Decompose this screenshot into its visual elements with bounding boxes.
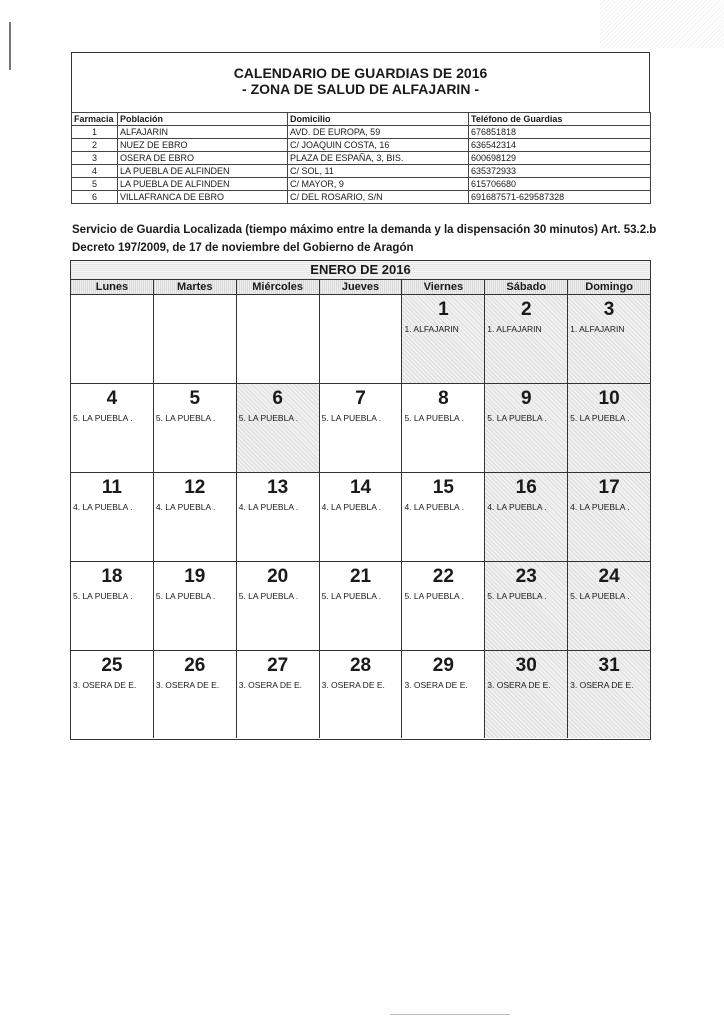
day-number: 11: [101, 477, 122, 498]
day-number: 21: [349, 566, 372, 587]
weekday-header: Sábado: [485, 280, 568, 294]
on-duty-pharmacy: 5. LA PUEBLA .: [404, 591, 464, 601]
column-header-poblacion: Población: [118, 113, 288, 126]
calendar-week-row: [71, 651, 650, 738]
weekday-header: Lunes: [71, 280, 154, 294]
on-duty-pharmacy: 4. LA PUEBLA .: [73, 502, 133, 512]
day-number: 14: [349, 477, 372, 498]
on-duty-pharmacy: 1. ALFAJARIN: [487, 324, 542, 334]
calendar-day-cell: [402, 651, 485, 738]
calendar-day-cell: [71, 295, 154, 383]
day-number: 8: [438, 388, 449, 409]
on-duty-pharmacy: 5. LA PUEBLA .: [155, 591, 216, 601]
day-number: 24: [598, 566, 620, 587]
day-number: 27: [267, 655, 289, 676]
on-duty-pharmacy: 5. LA PUEBLA .: [487, 591, 547, 601]
on-duty-pharmacy: 3. OSERA DE E.: [570, 680, 634, 690]
on-duty-pharmacy: 5. LA PUEBLA .: [73, 413, 133, 423]
table-row: [72, 126, 651, 139]
day-number: 18: [101, 566, 123, 587]
pharmacy-address: C/ SOL, 11: [288, 165, 469, 178]
on-duty-pharmacy: 4. LA PUEBLA .: [321, 502, 382, 512]
on-duty-pharmacy: 5. LA PUEBLA .: [321, 413, 382, 423]
calendar-day-cell: [237, 295, 320, 383]
calendar-day-cell: [320, 384, 403, 472]
legal-notice-line-1: Servicio de Guardia Localizada (tiempo máximo entre la demanda y la dispensación 30 minutos) Art. 53.2.b: [72, 224, 657, 236]
calendar-day-cell: [568, 651, 650, 738]
on-duty-pharmacy: 4. LA PUEBLA .: [404, 502, 464, 512]
pharmacy-phone: 600698129: [469, 152, 651, 165]
document-subtitle: - ZONA DE SALUD DE ALFAJARIN -: [242, 81, 479, 97]
weekday-header: Viernes: [402, 280, 485, 294]
pharmacy-town: LA PUEBLA DE ALFINDEN: [118, 165, 288, 178]
day-number: [71, 295, 153, 299]
on-duty-pharmacy: 5. LA PUEBLA .: [73, 591, 133, 601]
on-duty-pharmacy: 4. LA PUEBLA .: [155, 502, 216, 512]
on-duty-pharmacy: 5. LA PUEBLA .: [570, 591, 630, 601]
calendar-day-cell: [237, 384, 320, 472]
calendar-day-cell: [320, 562, 403, 650]
on-duty-pharmacy: 5. LA PUEBLA .: [404, 413, 464, 423]
calendar-day-cell: [485, 384, 568, 472]
calendar-day-cell: [237, 562, 320, 650]
on-duty-pharmacy: 3. OSERA DE E.: [487, 680, 551, 690]
calendar-day-cell: [402, 295, 485, 383]
document-title: CALENDARIO DE GUARDIAS DE 2016: [233, 65, 488, 81]
pharmacy-phone: 691687571-629587328: [469, 191, 651, 204]
calendar-day-cell: [485, 651, 568, 738]
on-duty-pharmacy: 3. OSERA DE E.: [73, 680, 137, 690]
on-duty-pharmacy: 4. LA PUEBLA .: [570, 502, 630, 512]
day-number: 15: [432, 477, 454, 498]
pharmacy-town: OSERA DE EBRO: [118, 152, 288, 165]
pharmacy-phone: 636542314: [469, 139, 651, 152]
day-number: 29: [432, 655, 454, 676]
calendar-month-title: ENERO DE 2016: [71, 261, 650, 280]
table-row: [72, 191, 651, 204]
calendar-day-cell: [154, 562, 237, 650]
calendar-day-cell: [237, 473, 320, 561]
table-row: [72, 165, 651, 178]
day-number: [154, 295, 236, 299]
calendar-day-cell: [402, 473, 485, 561]
scan-corner-texture: [600, 0, 724, 48]
table-row: [72, 152, 651, 165]
on-duty-pharmacy: 4. LA PUEBLA .: [487, 502, 547, 512]
day-number: 3: [603, 299, 615, 320]
on-duty-pharmacy: 5. LA PUEBLA .: [238, 591, 299, 601]
calendar-day-cell: [485, 473, 568, 561]
day-number: 16: [515, 477, 537, 498]
pharmacy-town: LA PUEBLA DE ALFINDEN: [118, 178, 288, 191]
calendar-day-cell: [71, 384, 154, 472]
calendar-day-cell: [154, 473, 237, 561]
on-duty-pharmacy: 5. LA PUEBLA .: [155, 413, 216, 423]
document-header: [71, 52, 650, 112]
pharmacy-town: NUEZ DE EBRO: [118, 139, 288, 152]
pharmacy-phone: 615706680: [469, 178, 651, 191]
scan-bottom-mark: [390, 1014, 510, 1015]
day-number: 2: [520, 299, 532, 320]
calendar-day-cell: [402, 384, 485, 472]
on-duty-pharmacy: 3. OSERA DE E.: [404, 680, 468, 690]
calendar-week-row: [71, 473, 650, 562]
pharmacy-number: 2: [72, 139, 118, 152]
pharmacy-address: C/ JOAQUIN COSTA, 16: [288, 139, 469, 152]
calendar-week-row: [71, 562, 650, 651]
day-number: [320, 295, 402, 299]
day-number: 20: [267, 566, 289, 587]
pharmacy-table-header: [72, 113, 651, 126]
scan-margin-mark: [9, 22, 11, 70]
pharmacy-town: VILLAFRANCA DE EBRO: [118, 191, 288, 204]
pharmacy-phone: 635372933: [469, 165, 651, 178]
calendar-weeks: [71, 295, 650, 738]
calendar-day-cell: [485, 562, 568, 650]
on-duty-pharmacy: 3. OSERA DE E.: [155, 680, 220, 690]
column-header-telefono: Teléfono de Guardias: [469, 113, 651, 126]
on-duty-pharmacy: 5. LA PUEBLA .: [570, 413, 630, 423]
day-number: 28: [349, 655, 372, 676]
day-number: 30: [515, 655, 537, 676]
pharmacy-number: 5: [72, 178, 118, 191]
pharmacy-number: 4: [72, 165, 118, 178]
pharmacy-address: AVD. DE EUROPA, 59: [288, 126, 469, 139]
day-number: 13: [267, 477, 289, 498]
weekday-header-row: [71, 280, 650, 295]
calendar-day-cell: [154, 295, 237, 383]
calendar-day-cell: [154, 384, 237, 472]
day-number: 31: [598, 655, 620, 676]
day-number: 5: [189, 388, 201, 409]
column-header-domicilio: Domicilio: [288, 113, 469, 126]
day-number: 25: [101, 655, 123, 676]
day-number: 7: [355, 388, 366, 409]
day-number: 19: [184, 566, 206, 587]
weekday-header: Miércoles: [237, 280, 320, 294]
day-number: 23: [515, 566, 537, 587]
on-duty-pharmacy: 3. OSERA DE E.: [238, 680, 303, 690]
calendar-day-cell: [568, 384, 650, 472]
pharmacy-address: C/ MAYOR, 9: [288, 178, 469, 191]
legal-notice-line-2: Decreto 197/2009, de 17 de noviembre del Gobierno de Aragón: [72, 242, 414, 254]
weekday-header: Martes: [154, 280, 237, 294]
calendar-day-cell: [485, 295, 568, 383]
calendar-day-cell: [320, 651, 403, 738]
pharmacy-town: ALFAJARIN: [118, 126, 288, 139]
calendar-day-cell: [568, 295, 650, 383]
pharmacy-address: PLAZA DE ESPAÑA, 3, BIS.: [288, 152, 469, 165]
on-duty-pharmacy: 3. OSERA DE E.: [321, 680, 385, 690]
on-duty-pharmacy: 4. LA PUEBLA .: [238, 502, 299, 512]
pharmacy-number: 1: [72, 126, 118, 139]
day-number: 4: [106, 388, 118, 409]
on-duty-pharmacy: 1. ALFAJARIN: [404, 324, 459, 334]
calendar-week-row: [71, 384, 650, 473]
day-number: 12: [184, 477, 206, 498]
day-number: 26: [184, 655, 206, 676]
day-number: 17: [598, 477, 620, 498]
day-number: 6: [272, 388, 283, 409]
on-duty-pharmacy: 1. ALFAJARIN: [570, 324, 625, 334]
day-number: 1: [438, 299, 449, 320]
on-duty-pharmacy: 5. LA PUEBLA .: [321, 591, 382, 601]
column-header-farmacia: Farmacia: [72, 113, 118, 126]
calendar-day-cell: [71, 651, 154, 738]
weekday-header: Domingo: [568, 280, 650, 294]
calendar-day-cell: [71, 473, 154, 561]
pharmacy-phone: 676851818: [469, 126, 651, 139]
weekday-header: Jueves: [320, 280, 403, 294]
day-number: 22: [432, 566, 454, 587]
pharmacy-number: 3: [72, 152, 118, 165]
calendar-day-cell: [71, 562, 154, 650]
day-number: 9: [520, 388, 532, 409]
calendar-day-cell: [402, 562, 485, 650]
calendar-day-cell: [154, 651, 237, 738]
calendar-day-cell: [568, 473, 650, 561]
calendar-day-cell: [320, 295, 403, 383]
calendar-day-cell: [320, 473, 403, 561]
on-duty-pharmacy: 5. LA PUEBLA .: [487, 413, 547, 423]
pharmacy-table: [71, 112, 651, 204]
on-duty-pharmacy: 5. LA PUEBLA .: [238, 413, 299, 423]
calendar-day-cell: [568, 562, 650, 650]
table-row: [72, 139, 651, 152]
pharmacy-number: 6: [72, 191, 118, 204]
legal-notice: [72, 221, 662, 257]
month-calendar: [70, 260, 651, 740]
pharmacy-address: C/ DEL ROSARIO, S/N: [288, 191, 469, 204]
table-row: [72, 178, 651, 191]
day-number: 10: [598, 388, 620, 409]
calendar-day-cell: [237, 651, 320, 738]
calendar-week-row: [71, 295, 650, 384]
day-number: [237, 295, 319, 299]
